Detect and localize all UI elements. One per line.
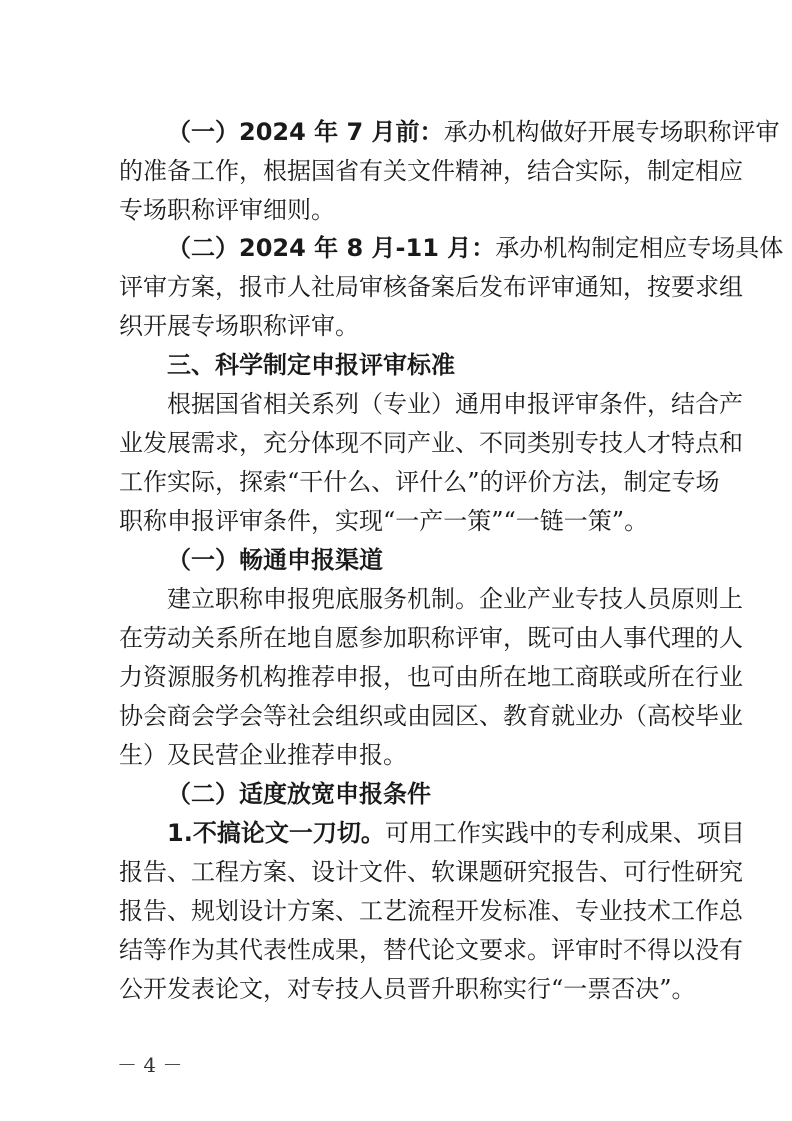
paragraph-2-lead: （二）2024 年 8 月-11 月： — [167, 234, 496, 262]
paragraph-1-line-3: 专场职称评审细则。 — [119, 196, 335, 224]
paragraph-8-lead: 1.不搞论文一刀切。 — [167, 819, 385, 847]
paragraph-1-line-1 — [167, 112, 780, 152]
paragraph-4-line-1: 根据国省相关系列（专业）通用申报评审条件，结合产 — [167, 390, 743, 418]
paragraph-4-line-4: 职称申报评审条件，实现“一产一策”“一链一策”。 — [119, 507, 649, 535]
paragraph-8-line-5: 公开发表论文，对专技人员晋升职称实行“一票否决”。 — [119, 975, 696, 1003]
paragraph-2-line-3: 织开展专场职称评审。 — [119, 312, 359, 340]
paragraph-2-rest: 承办机构制定相应专场具体 — [495, 234, 784, 262]
paragraph-4-line-2: 业发展需求，充分体现不同产业、不同类别专技人才特点和 — [119, 429, 743, 457]
paragraph-6-line-3: 力资源服务机构推荐申报，也可由所在地工商联或所在行业 — [119, 663, 743, 691]
paragraph-8-line-1 — [167, 813, 745, 853]
paragraph-8-line-3: 报告、规划设计方案、工艺流程开发标准、专业技术工作总 — [119, 897, 743, 925]
paragraph-6-line-1: 建立职称申报兜底服务机制。企业产业专技人员原则上 — [167, 585, 743, 613]
paragraph-8-line-4: 结等作为其代表性成果，替代论文要求。评审时不得以没有 — [119, 936, 743, 964]
paragraph-8-line-2: 报告、工程方案、设计文件、软课题研究报告、可行性研究 — [119, 858, 743, 886]
paragraph-1-lead: （一）2024 年 7 月前： — [167, 118, 444, 146]
paragraph-6-line-4: 协会商会学会等社会组织或由园区、教育就业办（高校毕业 — [119, 702, 743, 730]
subsection-heading-1: （一）畅通申报渠道 — [167, 546, 383, 574]
paragraph-8-rest: 可用工作实践中的专利成果、项目 — [384, 819, 745, 847]
section-heading-3: 三、科学制定申报评审标准 — [167, 351, 455, 379]
paragraph-4-line-3: 工作实际，探索“干什么、评什么”的评价方法，制定专场 — [119, 468, 720, 496]
paragraph-2-line-2: 评审方案，报市人社局审核备案后发布评审通知，按要求组 — [119, 273, 743, 301]
paragraph-6-line-2: 在劳动关系所在地自愿参加职称评审，既可由人事代理的人 — [119, 624, 743, 652]
paragraph-6-line-5: 生）及民营企业推荐申报。 — [119, 741, 407, 769]
page-number: － 4 － — [117, 1053, 183, 1077]
paragraph-2-line-1 — [167, 228, 784, 268]
subsection-heading-2: （二）适度放宽申报条件 — [167, 780, 431, 808]
paragraph-1-line-2: 的准备工作，根据国省有关文件精神，结合实际，制定相应 — [119, 157, 743, 185]
paragraph-1-rest: 承办机构做好开展专场职称评审 — [443, 118, 780, 146]
